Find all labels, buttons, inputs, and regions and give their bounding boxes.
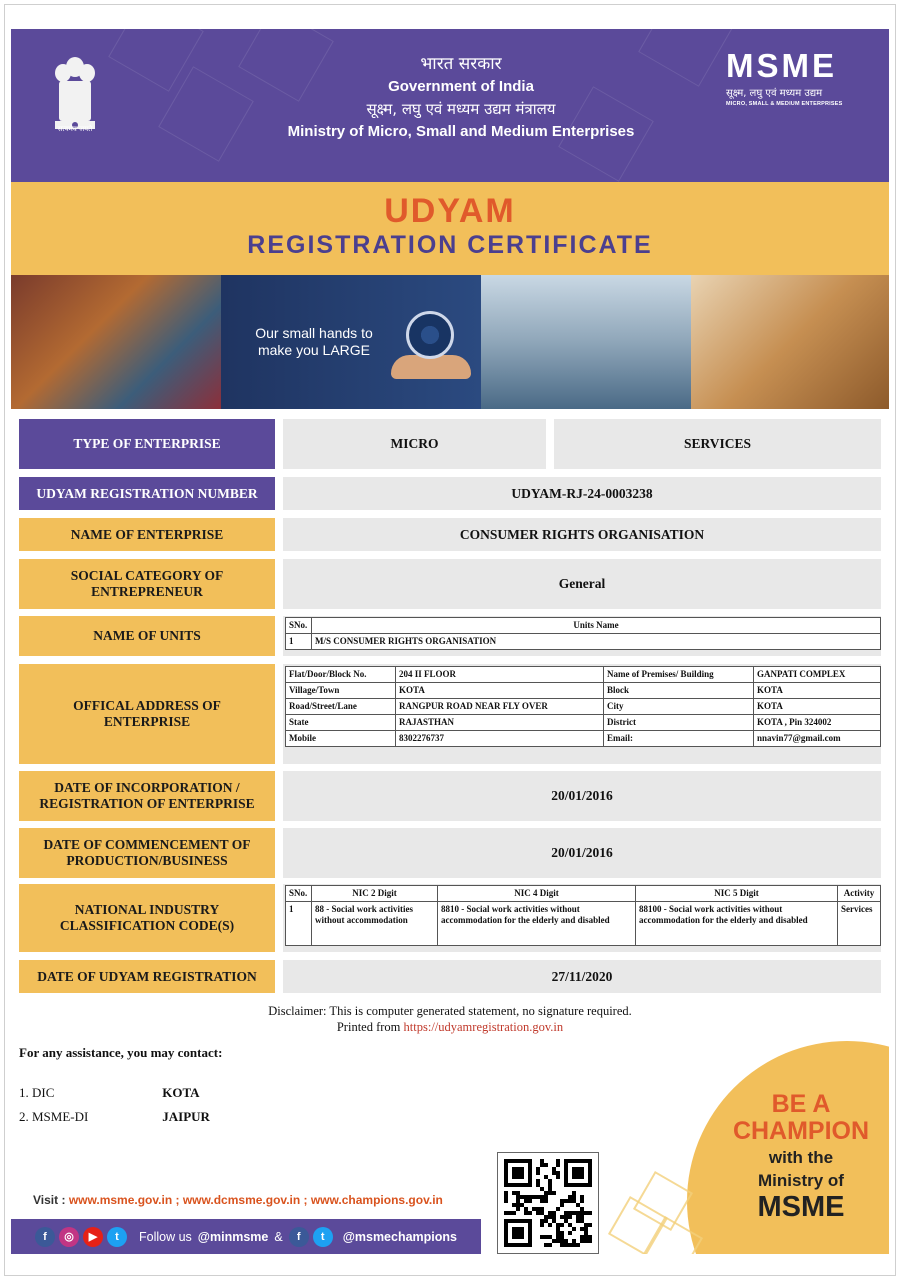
qr-module	[556, 1159, 560, 1163]
qr-module	[536, 1207, 540, 1211]
qr-module	[504, 1211, 508, 1215]
qr-module	[580, 1215, 584, 1219]
qr-module	[504, 1199, 508, 1203]
qr-module	[584, 1227, 588, 1231]
table-cell: RANGPUR ROAD NEAR FLY OVER	[396, 699, 604, 715]
printed-from-label: Printed from	[336, 1020, 401, 1034]
qr-module	[544, 1215, 548, 1219]
nic-code-label: NATIONAL INDUSTRY CLASSIFICATION CODE(S)	[19, 884, 275, 952]
banner-office-photo	[481, 275, 691, 409]
qr-module	[580, 1235, 584, 1239]
certificate-page	[11, 29, 889, 1254]
qr-module	[588, 1223, 592, 1227]
qr-module	[556, 1163, 560, 1167]
qr-module	[544, 1163, 548, 1167]
qr-module	[568, 1243, 572, 1247]
disclaimer-text: Disclaimer: This is computer generated statement, no signature required.	[268, 1004, 632, 1018]
table-cell: RAJASTHAN	[396, 715, 604, 731]
msme-logo-text: MSME	[726, 47, 837, 84]
msme-logo-subtitle: MICRO, SMALL & MEDIUM ENTERPRISES	[726, 101, 843, 107]
type-of-enterprise-label: TYPE OF ENTERPRISE	[19, 419, 275, 469]
qr-module	[580, 1219, 584, 1223]
assistance-heading: For any assistance, you may contact:	[19, 1045, 223, 1060]
qr-module	[540, 1223, 544, 1227]
contact-city: KOTA	[162, 1085, 200, 1100]
qr-module	[556, 1207, 560, 1211]
qr-module	[532, 1195, 536, 1199]
qr-module	[548, 1211, 552, 1215]
table-row	[286, 667, 881, 683]
qr-module	[548, 1223, 552, 1227]
twitter-icon[interactable]: t	[107, 1227, 127, 1247]
udyam-registration-number-label: UDYAM REGISTRATION NUMBER	[19, 477, 275, 510]
qr-module	[588, 1239, 592, 1243]
printed-from-line	[11, 1019, 889, 1035]
msme-logo-hindi: सूक्ष्म, लघु एवं मध्यम उद्यम	[726, 88, 823, 99]
qr-module	[584, 1211, 588, 1215]
qr-module	[552, 1167, 556, 1171]
table-cell: 88 - Social work activities without accommodation	[312, 902, 438, 946]
contact-item	[19, 1109, 210, 1125]
hindi-government-title: भारत सरकार	[420, 54, 502, 74]
qr-module	[536, 1167, 540, 1171]
qr-module	[572, 1243, 576, 1247]
title-udyam: UDYAM	[384, 192, 516, 230]
table-header-cell: NIC 5 Digit	[636, 886, 838, 902]
qr-module	[584, 1235, 588, 1239]
qr-module	[540, 1187, 544, 1191]
qr-module	[556, 1223, 560, 1227]
qr-module	[540, 1159, 544, 1163]
champion-line-5: MSME	[757, 1191, 845, 1223]
qr-module	[584, 1231, 588, 1235]
ministry-title: Ministry of Micro, Small and Medium Enterprises	[287, 123, 635, 140]
charkha-wheel-icon	[406, 311, 454, 359]
qr-module	[544, 1219, 548, 1223]
qr-module	[548, 1235, 552, 1239]
qr-module	[564, 1199, 568, 1203]
champion-line-4: Ministry of	[758, 1171, 844, 1190]
qr-module	[524, 1211, 528, 1215]
qr-module	[524, 1199, 528, 1203]
table-cell: 8810 - Social work activities without accommodation for the elderly and disabled	[438, 902, 636, 946]
qr-module	[540, 1211, 544, 1215]
qr-module	[544, 1191, 548, 1195]
qr-module	[576, 1215, 580, 1219]
qr-module	[560, 1231, 564, 1235]
qr-module	[580, 1239, 584, 1243]
qr-module	[576, 1211, 580, 1215]
qr-module	[520, 1195, 524, 1199]
qr-module	[568, 1215, 572, 1219]
qr-module	[512, 1203, 516, 1207]
qr-module	[556, 1239, 560, 1243]
qr-module	[540, 1195, 544, 1199]
table-cell: State	[286, 715, 396, 731]
qr-module	[568, 1211, 572, 1215]
table-cell: nnavin77@gmail.com	[754, 731, 881, 747]
government-title: Government of India	[388, 78, 534, 95]
banner-artisan-photo	[11, 275, 221, 409]
qr-module	[560, 1239, 564, 1243]
table-cell: City	[604, 699, 754, 715]
qr-module	[548, 1191, 552, 1195]
qr-module	[540, 1163, 544, 1167]
address-table	[285, 666, 881, 747]
qr-module	[560, 1199, 564, 1203]
date-of-udyam-registration-label: DATE OF UDYAM REGISTRATION	[19, 960, 275, 993]
qr-module	[548, 1179, 552, 1183]
qr-module	[580, 1227, 584, 1231]
qr-module	[564, 1219, 568, 1223]
hindi-ministry-title: सूक्ष्म, लघु एवं मध्यम उद्यम मंत्रालय	[366, 100, 556, 118]
msmechampions-handle[interactable]: @msmechampions	[342, 1229, 457, 1244]
table-cell: 1	[286, 634, 312, 650]
table-row	[286, 715, 881, 731]
table-cell: GANPATI COMPLEX	[754, 667, 881, 683]
facebook-icon[interactable]: f	[35, 1227, 55, 1247]
qr-module	[540, 1199, 544, 1203]
qr-module	[516, 1199, 520, 1203]
qr-module	[572, 1227, 576, 1231]
table-cell: 8302276737	[396, 731, 604, 747]
qr-module	[528, 1199, 532, 1203]
table-cell: 88100 - Social work activities without accommodation for the elderly and disabled	[636, 902, 838, 946]
table-cell: Name of Premises/ Building	[604, 667, 754, 683]
qr-module	[556, 1175, 560, 1179]
qr-module	[552, 1211, 556, 1215]
udyam-registration-number-value: UDYAM-RJ-24-0003238	[283, 477, 881, 510]
table-row	[286, 731, 881, 747]
qr-module	[504, 1191, 508, 1195]
qr-module	[580, 1207, 584, 1211]
banner-slogan: Our small hands to make you LARGE	[255, 325, 373, 358]
qr-module	[588, 1211, 592, 1215]
name-of-enterprise-label: NAME OF ENTERPRISE	[19, 518, 275, 551]
table-cell: District	[604, 715, 754, 731]
msme-logo	[726, 49, 866, 107]
emblem-motto: सत्यमेव जयते	[57, 125, 93, 133]
qr-module	[508, 1211, 512, 1215]
qr-module	[560, 1215, 564, 1219]
qr-module	[580, 1211, 584, 1215]
official-address-label: OFFICAL ADDRESS OF ENTERPRISE	[19, 664, 275, 764]
qr-module	[552, 1219, 556, 1223]
table-cell: Block	[604, 683, 754, 699]
qr-module	[572, 1199, 576, 1203]
youtube-icon[interactable]: ▶	[83, 1227, 103, 1247]
qr-module	[536, 1183, 540, 1187]
qr-module	[552, 1239, 556, 1243]
table-header-cell: Units Name	[312, 618, 881, 634]
instagram-icon[interactable]: ◎	[59, 1227, 79, 1247]
qr-module	[548, 1243, 552, 1247]
table-cell: Road/Street/Lane	[286, 699, 396, 715]
type-of-enterprise-value: MICRO	[283, 419, 546, 469]
nic-table	[285, 885, 881, 946]
qr-module	[512, 1191, 516, 1195]
qr-module	[536, 1179, 540, 1183]
table-header-row	[286, 618, 881, 634]
qr-module	[564, 1239, 568, 1243]
contact-label: 1. DIC	[19, 1085, 55, 1100]
contact-label: 2. MSME-DI	[19, 1109, 89, 1124]
table-row	[286, 902, 881, 946]
visit-line	[33, 1193, 443, 1207]
table-cell: 204 II FLOOR	[396, 667, 604, 683]
qr-module	[556, 1231, 560, 1235]
qr-code[interactable]	[497, 1152, 599, 1254]
qr-module	[532, 1207, 536, 1211]
qr-module	[572, 1191, 576, 1195]
qr-module	[576, 1219, 580, 1223]
table-cell: Village/Town	[286, 683, 396, 699]
qr-module	[564, 1243, 568, 1247]
table-row	[286, 683, 881, 699]
champion-text	[701, 1091, 889, 1223]
units-table	[285, 617, 881, 650]
qr-module	[536, 1211, 540, 1215]
qr-module	[540, 1235, 544, 1239]
qr-module	[528, 1195, 532, 1199]
table-header-cell: Activity	[838, 886, 881, 902]
qr-module	[536, 1171, 540, 1175]
qr-module	[560, 1243, 564, 1247]
qr-code-icon	[504, 1159, 592, 1247]
qr-module	[552, 1191, 556, 1195]
qr-module	[516, 1195, 520, 1199]
social-bar	[11, 1219, 481, 1254]
banner-farm-photo	[691, 275, 889, 409]
qr-module	[560, 1203, 564, 1207]
qr-module	[556, 1227, 560, 1231]
qr-module	[528, 1211, 532, 1215]
qr-module	[552, 1215, 556, 1219]
qr-module	[576, 1243, 580, 1247]
qr-module	[512, 1211, 516, 1215]
qr-module	[544, 1195, 548, 1199]
champion-line-1: BE A	[771, 1090, 831, 1118]
qr-module	[568, 1199, 572, 1203]
table-row	[286, 699, 881, 715]
qr-module	[544, 1235, 548, 1239]
date-of-commencement-label: DATE OF COMMENCEMENT OF PRODUCTION/BUSINESS	[19, 828, 275, 878]
qr-module	[548, 1187, 552, 1191]
qr-module	[580, 1199, 584, 1203]
table-cell: KOTA	[396, 683, 604, 699]
qr-module	[560, 1223, 564, 1227]
title-band	[11, 182, 889, 275]
qr-module	[516, 1203, 520, 1207]
visit-label: Visit :	[33, 1193, 66, 1207]
title-registration-certificate: REGISTRATION CERTIFICATE	[247, 231, 653, 259]
qr-module	[588, 1235, 592, 1239]
facebook-icon[interactable]: f	[289, 1227, 309, 1247]
date-of-incorporation-label: DATE OF INCORPORATION / REGISTRATION OF ENTERPRISE	[19, 771, 275, 821]
qr-module	[556, 1235, 560, 1239]
qr-module	[572, 1211, 576, 1215]
type-of-activity-value: SERVICES	[554, 419, 881, 469]
qr-module	[540, 1207, 544, 1211]
qr-module	[584, 1223, 588, 1227]
contact-city: JAIPUR	[162, 1109, 210, 1124]
qr-module	[576, 1203, 580, 1207]
table-header-row	[286, 886, 881, 902]
qr-module	[544, 1199, 548, 1203]
qr-module	[516, 1207, 520, 1211]
qr-module	[548, 1183, 552, 1187]
header-titles	[211, 51, 711, 140]
qr-module	[584, 1239, 588, 1243]
table-cell: KOTA	[754, 699, 881, 715]
qr-module	[572, 1239, 576, 1243]
qr-module	[568, 1231, 572, 1235]
table-cell: Services	[838, 902, 881, 946]
table-cell: KOTA , Pin 324002	[754, 715, 881, 731]
date-of-incorporation-value: 20/01/2016	[283, 771, 881, 821]
qr-module	[524, 1207, 528, 1211]
qr-module	[580, 1195, 584, 1199]
table-cell: 1	[286, 902, 312, 946]
name-of-units-label: NAME OF UNITS	[19, 616, 275, 656]
header	[11, 29, 889, 182]
date-of-commencement-value: 20/01/2016	[283, 828, 881, 878]
qr-module	[564, 1215, 568, 1219]
table-cell: Email:	[604, 731, 754, 747]
qr-module	[540, 1219, 544, 1223]
qr-module	[568, 1195, 572, 1199]
table-header-cell: NIC 2 Digit	[312, 886, 438, 902]
champion-line-3: with the	[768, 1148, 834, 1167]
qr-module	[548, 1215, 552, 1219]
qr-module	[552, 1171, 556, 1175]
table-cell: Mobile	[286, 731, 396, 747]
minmsme-handle[interactable]: @minmsme	[197, 1229, 269, 1244]
table-row	[286, 634, 881, 650]
date-of-udyam-registration-value: 27/11/2020	[283, 960, 881, 993]
qr-module	[524, 1195, 528, 1199]
udyam-portal-link[interactable]: https://udyamregistration.gov.in	[403, 1020, 564, 1034]
qr-module	[520, 1203, 524, 1207]
champion-line-2: CHAMPION	[732, 1117, 870, 1145]
table-cell: KOTA	[754, 683, 881, 699]
qr-module	[544, 1175, 548, 1179]
national-emblem-icon	[49, 53, 101, 153]
table-cell: Flat/Door/Block No.	[286, 667, 396, 683]
contact-item	[19, 1085, 200, 1101]
social-category-value: General	[283, 559, 881, 609]
qr-module	[568, 1223, 572, 1227]
banner-image	[11, 275, 889, 409]
twitter-icon[interactable]: t	[313, 1227, 333, 1247]
qr-module	[564, 1211, 568, 1215]
table-cell: M/S CONSUMER RIGHTS ORGANISATION	[312, 634, 881, 650]
qr-module	[544, 1243, 548, 1247]
name-of-enterprise-value: CONSUMER RIGHTS ORGANISATION	[283, 518, 881, 551]
social-category-label: SOCIAL CATEGORY OF ENTREPRENEUR	[19, 559, 275, 609]
qr-module	[572, 1195, 576, 1199]
qr-module	[504, 1195, 508, 1199]
table-header-cell: NIC 4 Digit	[438, 886, 636, 902]
table-header-cell: SNo.	[286, 618, 312, 634]
website-links[interactable]: www.msme.gov.in ; www.dcmsme.gov.in ; www.champions.gov.in	[68, 1193, 443, 1207]
qr-module	[536, 1195, 540, 1199]
follow-us-label: Follow us	[139, 1229, 192, 1244]
qr-module	[556, 1171, 560, 1175]
ampersand: &	[274, 1229, 283, 1244]
qr-module	[516, 1191, 520, 1195]
table-header-cell: SNo.	[286, 886, 312, 902]
qr-module	[560, 1235, 564, 1239]
